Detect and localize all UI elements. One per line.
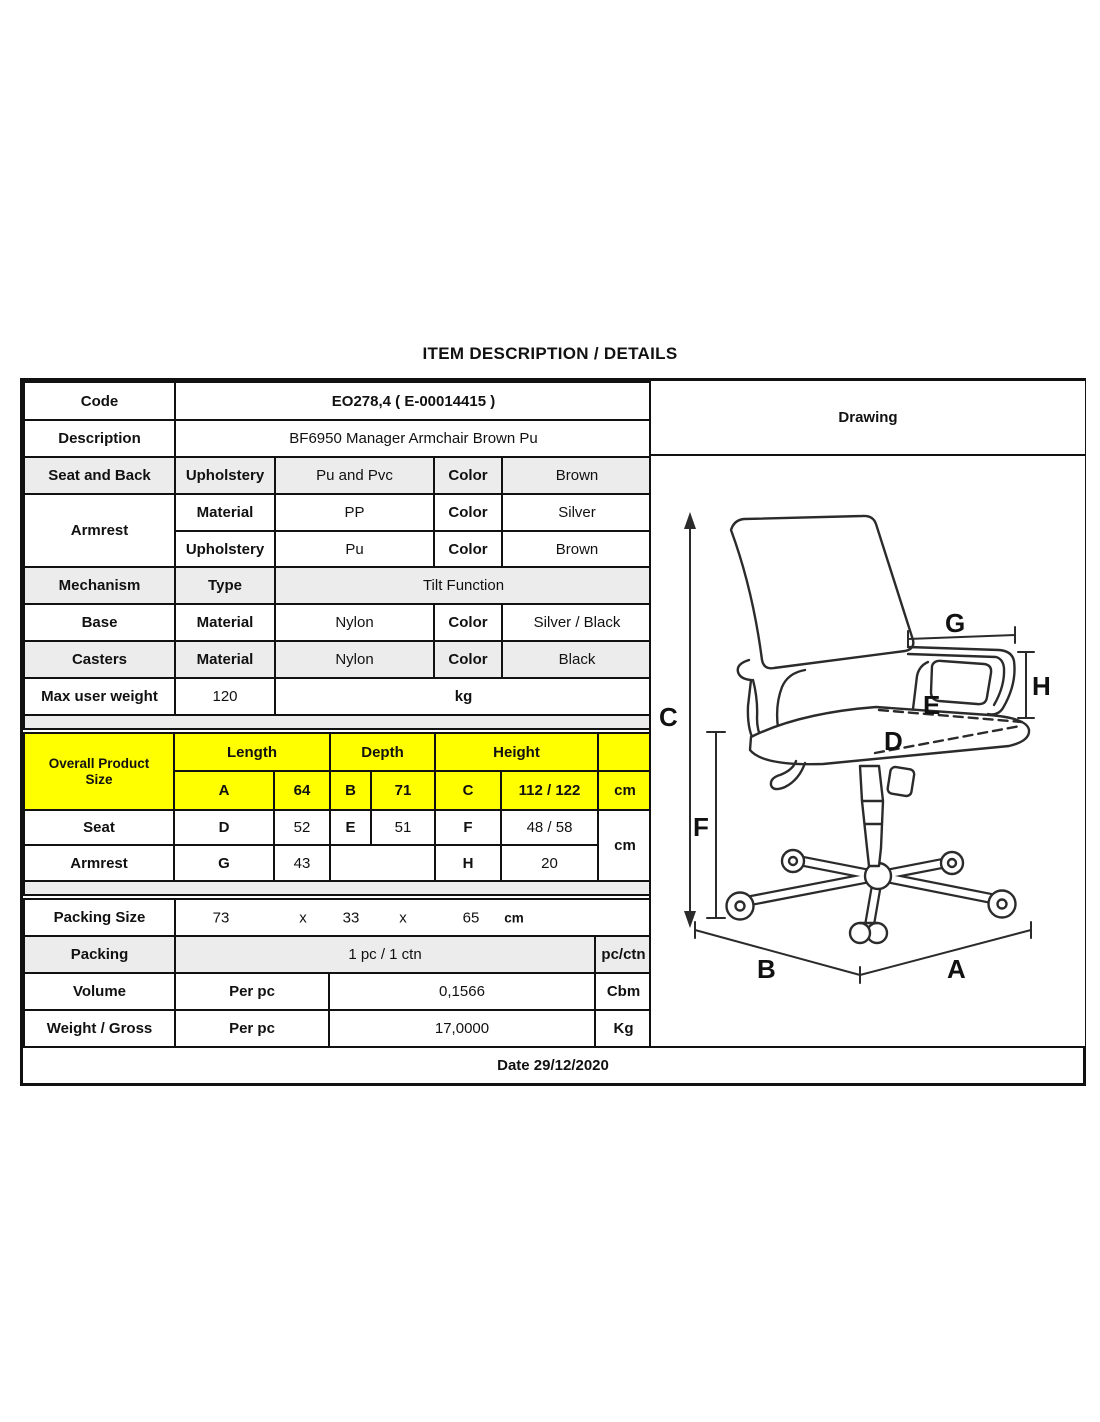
drawing-header bbox=[651, 381, 1085, 456]
color-label: Color bbox=[434, 457, 502, 494]
dim-a-letter: A bbox=[174, 771, 274, 810]
packing-size-x1: x bbox=[299, 909, 307, 926]
chair-drawing bbox=[651, 456, 1085, 1046]
weight-unit: Kg bbox=[595, 1010, 652, 1047]
dim-label-c: C bbox=[659, 702, 678, 732]
dim-a-value: 64 bbox=[274, 771, 330, 810]
max-weight-value: 120 bbox=[175, 678, 275, 715]
row-max-user-weight bbox=[24, 678, 652, 715]
description-value: BF6950 Manager Armchair Brown Pu bbox=[175, 420, 652, 457]
dim-label-f: F bbox=[693, 812, 709, 842]
packing-size-x2: x bbox=[399, 909, 407, 926]
separator bbox=[24, 881, 652, 895]
armrest-depth-empty-cell bbox=[330, 845, 435, 881]
row-description bbox=[24, 420, 652, 457]
armrest-upholstery-attr: Upholstery bbox=[175, 531, 275, 567]
seat-row-label: Seat bbox=[24, 810, 174, 845]
mechanism-attr: Type bbox=[175, 567, 275, 604]
seat-back-attr: Upholstery bbox=[175, 457, 275, 494]
packing-size-depth: 33 bbox=[342, 909, 360, 926]
mechanism-value: Tilt Function bbox=[275, 567, 652, 604]
dim-label-h: H bbox=[1032, 671, 1051, 701]
weight-per: Per pc bbox=[175, 1010, 329, 1047]
weight-label: Weight / Gross bbox=[24, 1010, 175, 1047]
spec-table bbox=[23, 381, 653, 730]
dim-c-value: 112 / 122 bbox=[501, 771, 598, 810]
sheet-table bbox=[20, 378, 1086, 1086]
date-value: Date 29/12/2020 bbox=[497, 1057, 609, 1074]
row-mechanism bbox=[24, 567, 652, 604]
packing-size-label: Packing Size bbox=[24, 899, 175, 936]
length-header: Length bbox=[174, 733, 330, 771]
row-packing bbox=[24, 936, 652, 973]
description-label: Description bbox=[24, 420, 175, 457]
volume-unit: Cbm bbox=[595, 973, 652, 1010]
casters-value: Nylon bbox=[275, 641, 434, 678]
row-weight-gross bbox=[24, 1010, 652, 1047]
separator-row-2 bbox=[24, 881, 652, 895]
packing-value: 1 pc / 1 ctn bbox=[175, 936, 595, 973]
dim-line-c bbox=[684, 512, 696, 928]
size-corner-cell bbox=[24, 733, 174, 810]
max-weight-label: Max user weight bbox=[24, 678, 175, 715]
volume-per: Per pc bbox=[175, 973, 329, 1010]
volume-value: 0,1566 bbox=[329, 973, 595, 1010]
packing-size-value-cell bbox=[175, 899, 652, 936]
color-label: Color bbox=[434, 531, 502, 567]
dim-d-value: 52 bbox=[274, 810, 330, 845]
volume-label: Volume bbox=[24, 973, 175, 1010]
weight-value: 17,0000 bbox=[329, 1010, 595, 1047]
size-seat-row bbox=[24, 810, 652, 845]
dim-label-d: D bbox=[884, 726, 903, 756]
base-attr: Material bbox=[175, 604, 275, 641]
row-packing-size bbox=[24, 899, 652, 936]
height-header: Height bbox=[435, 733, 598, 771]
packing-unit: pc/ctn bbox=[595, 936, 652, 973]
row-base bbox=[24, 604, 652, 641]
date-row bbox=[23, 1046, 1083, 1083]
max-weight-unit: kg bbox=[275, 678, 652, 715]
base-color: Silver / Black bbox=[502, 604, 652, 641]
size-armrest-row bbox=[24, 845, 652, 881]
separator bbox=[24, 715, 652, 729]
size-header-groups bbox=[24, 733, 652, 771]
separator-row bbox=[24, 715, 652, 729]
dim-e-letter: E bbox=[330, 810, 371, 845]
dim-label-b: B bbox=[757, 954, 776, 984]
packing-size-unit: cm bbox=[504, 910, 524, 925]
dim-b-value: 71 bbox=[371, 771, 435, 810]
armrest-label: Armrest bbox=[24, 494, 175, 567]
armrest-upholstery-value: Pu bbox=[275, 531, 434, 567]
depth-header: Depth bbox=[330, 733, 435, 771]
color-label: Color bbox=[434, 494, 502, 531]
row-seat-and-back bbox=[24, 457, 652, 494]
casters-label: Casters bbox=[24, 641, 175, 678]
dim-f-value: 48 / 58 bbox=[501, 810, 598, 845]
dim-b-letter: B bbox=[330, 771, 371, 810]
row-volume bbox=[24, 973, 652, 1010]
armrest-upholstery-color: Brown bbox=[502, 531, 652, 567]
packing-label: Packing bbox=[24, 936, 175, 973]
overall-product-size-label: Overall Product Size bbox=[48, 755, 150, 787]
packing-size-length: 73 bbox=[212, 909, 230, 926]
seat-armrest-unit: cm bbox=[598, 810, 652, 881]
dim-line-b bbox=[695, 922, 860, 983]
row-casters bbox=[24, 641, 652, 678]
base-value: Nylon bbox=[275, 604, 434, 641]
dim-f-letter: F bbox=[435, 810, 501, 845]
drawing-header-label: Drawing bbox=[838, 409, 898, 426]
chair-backrest bbox=[731, 516, 913, 668]
code-value: EO278,4 ( E-00014415 ) bbox=[175, 382, 652, 420]
color-label: Color bbox=[434, 641, 502, 678]
packing-size-height: 65 bbox=[462, 909, 480, 926]
dim-e-value: 51 bbox=[371, 810, 435, 845]
armrest-row-label: Armrest bbox=[24, 845, 174, 881]
size-table bbox=[23, 732, 653, 896]
armrest-material-color: Silver bbox=[502, 494, 652, 531]
row-armrest-material bbox=[24, 494, 652, 531]
armrest-material-value: PP bbox=[275, 494, 434, 531]
code-label: Code bbox=[24, 382, 175, 420]
dim-g-value: 43 bbox=[274, 845, 330, 881]
row-code bbox=[24, 382, 652, 420]
dim-c-letter: C bbox=[435, 771, 501, 810]
seat-adjuster-box bbox=[887, 766, 915, 796]
armrest-attr: Material bbox=[175, 494, 275, 531]
chair-armrest-left-inner bbox=[753, 680, 762, 739]
dim-label-g: G bbox=[945, 608, 966, 638]
dim-h-letter: H bbox=[435, 845, 501, 881]
seat-back-color: Brown bbox=[502, 457, 652, 494]
page-title: ITEM DESCRIPTION / DETAILS bbox=[422, 344, 678, 363]
drawing-panel bbox=[649, 381, 1085, 1046]
casters-color: Black bbox=[502, 641, 652, 678]
base-label: Base bbox=[24, 604, 175, 641]
packing-table bbox=[23, 898, 653, 1048]
color-label: Color bbox=[434, 604, 502, 641]
size-header-empty-cell bbox=[598, 733, 652, 771]
dim-label-a: A bbox=[947, 954, 966, 984]
casters-attr: Material bbox=[175, 641, 275, 678]
overall-unit: cm bbox=[598, 771, 652, 810]
dim-h-value: 20 bbox=[501, 845, 598, 881]
dim-d-letter: D bbox=[174, 810, 274, 845]
seat-back-value: Pu and Pvc bbox=[275, 457, 434, 494]
dim-g-letter: G bbox=[174, 845, 274, 881]
dim-label-e: E bbox=[923, 690, 941, 720]
dim-line-f bbox=[707, 732, 725, 918]
mechanism-label: Mechanism bbox=[24, 567, 175, 604]
gas-lift bbox=[860, 766, 883, 866]
seat-back-label: Seat and Back bbox=[24, 457, 175, 494]
